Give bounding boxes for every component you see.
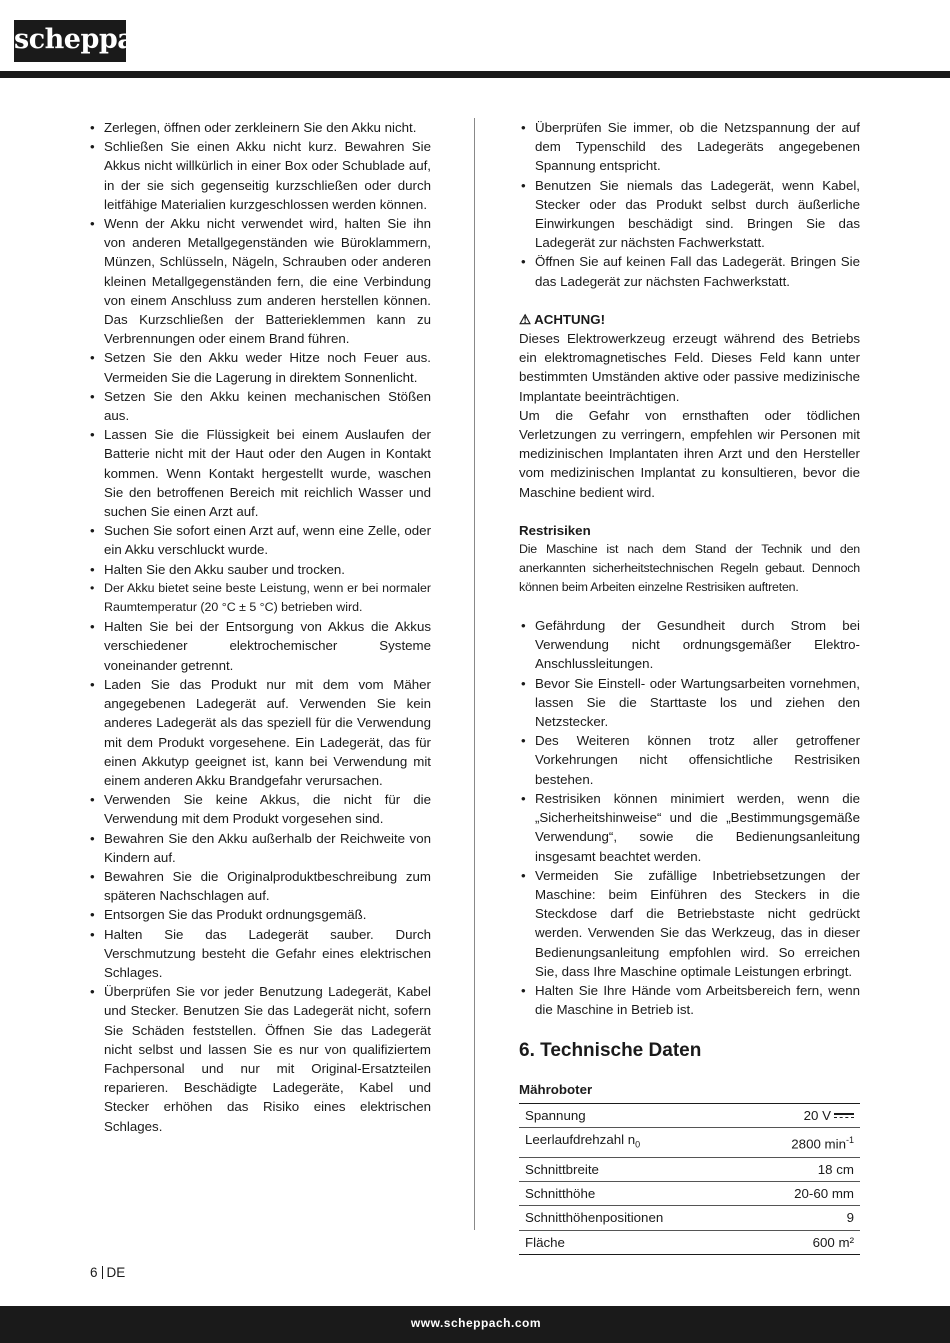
- spec-label: Spannung: [519, 1103, 747, 1127]
- spec-label: Schnittbreite: [519, 1157, 747, 1181]
- list-item: • Überprüfen Sie immer, ob die Netzspannung der auf dem Typenschild des Ladegeräts angegebenen Spannung entspricht.: [519, 118, 860, 176]
- list-item: • Vermeiden Sie zufällige Inbetriebsetzungen der Maschine: beim Einführen des Steckers in die Steckdose darf die Betriebstaste nicht gedrückt werden. Verwenden Sie das Werkzeug, das in dieser Bedienungsanleitung empfohlen wird. So erreichen Sie, dass Ihre Maschine optimale Leistungen erbringt.: [519, 866, 860, 981]
- list-item: • Setzen Sie den Akku weder Hitze noch Feuer aus. Vermeiden Sie die Lagerung in direktem Sonnenlicht.: [88, 348, 431, 386]
- table-row: [519, 1181, 860, 1205]
- list-item: • Halten Sie das Ladegerät sauber. Durch Verschmutzung besteht die Gefahr eines elektrischen Schlages.: [88, 925, 431, 983]
- left-column: [88, 118, 431, 1136]
- spec-label: Schnitthöhenpositionen: [519, 1206, 747, 1230]
- warning-paragraph: Um die Gefahr von ernsthaften oder tödlichen Verletzungen zu verringern, empfehlen wir Personen mit medizinischen Implantaten ihren Arzt und den Hersteller vom medizinischen Implantat zu konsultieren, bevor die Maschine bedient wird.: [519, 407, 860, 500]
- scheppach-logo: scheppach: [14, 20, 126, 62]
- list-item: • Bevor Sie Einstell- oder Wartungsarbeiten vornehmen, lassen Sie die Starttaste los und ziehen den Netzstecker.: [519, 674, 860, 732]
- restrisiken-heading: Restrisiken: [519, 522, 591, 538]
- table-row: [519, 1230, 860, 1254]
- warning-paragraph: Dieses Elektrowerkzeug erzeugt während des Betriebs ein elektromagnetisches Feld. Dieses Feld kann unter bestimmten Umständen aktive oder passive medizinische Implantate beeinträchtigen.: [519, 331, 860, 404]
- list-item: • Gefährdung der Gesundheit durch Strom bei Verwendung nicht ordnungsgemäßer Elektro-Anschlussleitungen.: [519, 616, 860, 674]
- list-item: • Suchen Sie sofort einen Arzt auf, wenn eine Zelle, oder ein Akku verschluckt wurde.: [88, 521, 431, 559]
- list-item: • Halten Sie Ihre Hände vom Arbeitsbereich fern, wenn die Maschine in Betrieb ist.: [519, 981, 860, 1019]
- list-item: • Überprüfen Sie vor jeder Benutzung Ladegerät, Kabel und Stecker. Benutzen Sie das Ladegerät nicht, sofern Sie Schäden feststellen. Öffnen Sie das Ladegerät nicht selbst und lassen Sie es nur von qualifiziertem Fachpersonal und nur mit Original-Ersatzteilen reparieren. Beschädigte Ladegeräte, Kabel und Stecker erhöhen das Risiko eines elektrischen Schlages.: [88, 982, 431, 1136]
- spec-label: Fläche: [519, 1230, 747, 1254]
- list-item: • Bewahren Sie den Akku außerhalb der Reichweite von Kindern auf.: [88, 829, 431, 867]
- list-item: • Verwenden Sie keine Akkus, die nicht für die Verwendung mit dem Produkt vorgesehen sind.: [88, 790, 431, 828]
- spec-value: 9: [747, 1206, 860, 1230]
- spec-label: Schnitthöhe: [519, 1181, 747, 1205]
- restrisiken-paragraph: Die Maschine ist nach dem Stand der Technik und den anerkannten sicherheitstechnischen Regeln gebaut. Dennoch können beim Arbeiten einzelne Restrisiken auftreten.: [519, 542, 860, 595]
- table-row: [519, 1127, 860, 1157]
- list-item: • Laden Sie das Produkt nur mit dem vom Mäher angegebenen Ladegerät auf. Verwenden Sie kein anderes Ladegerät als das speziell für die Verwendung mit dem Produkt vorgesehene. Ein Ladegerät, das für einen Akkutyp geeignet ist, kann bei Verwendung mit einem anderen Akku Brandgefahr verursachen.: [88, 675, 431, 790]
- spec-value: 18 cm: [747, 1157, 860, 1181]
- list-item: • Lassen Sie die Flüssigkeit bei einem Auslaufen der Batterie nicht mit der Haut oder den Augen in Kontakt kommen. Wenn Kontakt hergestellt wurde, waschen Sie den betroffenen Bereich mit reichlich Wasser und suchen Sie einen Arzt auf.: [88, 425, 431, 521]
- section-title: 6. Technische Daten: [519, 1040, 702, 1062]
- list-item: • Der Akku bietet seine beste Leistung, wenn er bei normaler Raumtemperatur (20 °C ± 5 °C) betrieben wird.: [88, 579, 431, 617]
- website-link[interactable]: www.scheppach.com: [410, 1316, 541, 1330]
- list-item: • Halten Sie den Akku sauber und trocken.: [88, 560, 431, 579]
- column-divider: [474, 118, 475, 1230]
- dc-current-icon: [834, 1112, 854, 1120]
- spec-value: 20-60 mm: [747, 1181, 860, 1205]
- safety-list: [88, 118, 431, 1136]
- risk-list: [519, 616, 860, 1019]
- spec-table: [519, 1103, 860, 1255]
- list-item: • Benutzen Sie niemals das Ladegerät, wenn Kabel, Stecker oder das Produkt selbst durch äußerliche Einwirkungen beschädigt sind. Bringen Sie das Ladegerät zur nächsten Fachwerkstatt.: [519, 176, 860, 253]
- list-item: • Entsorgen Sie das Produkt ordnungsgemäß.: [88, 905, 431, 924]
- header-rule: [0, 71, 950, 78]
- list-item: • Zerlegen, öffnen oder zerkleinern Sie den Akku nicht.: [88, 118, 431, 137]
- table-row: [519, 1103, 860, 1127]
- page-number: 6 DE: [90, 1265, 126, 1280]
- list-item: • Setzen Sie den Akku keinen mechanischen Stößen aus.: [88, 387, 431, 425]
- list-item: • Wenn der Akku nicht verwendet wird, halten Sie ihn von anderen Metallgegenständen wie Büroklammern, Münzen, Schlüsseln, Nägeln, Schrauben oder anderen kleinen Metallgegenständen fern, die eine Verbindung von einem Anschluss zum anderen herstellen können. Das Kurzschließen der Batterieklemmen kann zu Verbrennungen oder einem Brand führen.: [88, 214, 431, 348]
- charger-list: [519, 118, 860, 291]
- table-row: [519, 1206, 860, 1230]
- list-item: • Bewahren Sie die Originalproduktbeschreibung zum späteren Nachschlagen auf.: [88, 867, 431, 905]
- spec-label: Leerlaufdrehzahl $n_0$: [519, 1127, 747, 1157]
- spec-value: 2800 $\min^{-1}$: [747, 1127, 860, 1157]
- table-title: Mähroboter: [519, 1082, 593, 1098]
- spec-value: 600 m²: [747, 1230, 860, 1254]
- table-row: [519, 1157, 860, 1181]
- footer-bar: [0, 1306, 950, 1343]
- warning-title: ⚠ ACHTUNG!: [519, 311, 606, 327]
- list-item: • Halten Sie bei der Entsorgung von Akkus die Akkus verschiedener elektrochemischer Systeme voneinander getrennt.: [88, 617, 431, 675]
- list-item: • Restrisiken können minimiert werden, wenn die „Sicherheitshinweise“ und die „Bestimmungsgemäße Verwendung“, sowie die Bedienungsanleitung insgesamt beachtet werden.: [519, 789, 860, 866]
- spec-value: 20 V: [747, 1103, 860, 1127]
- right-column: [519, 118, 860, 1255]
- list-item: • Öffnen Sie auf keinen Fall das Ladegerät. Bringen Sie das Ladegerät zur nächsten Fachwerkstatt.: [519, 252, 860, 290]
- list-item: • Des Weiteren können trotz aller getroffener Vorkehrungen nicht offensichtliche Restrisiken bestehen.: [519, 731, 860, 789]
- list-item: • Schließen Sie einen Akku nicht kurz. Bewahren Sie Akkus nicht willkürlich in einer Box oder Schublade auf, in der sie sich gegenseitig kurzschließen oder durch leitfähige Materialien kurzgeschlossen werden können.: [88, 137, 431, 214]
